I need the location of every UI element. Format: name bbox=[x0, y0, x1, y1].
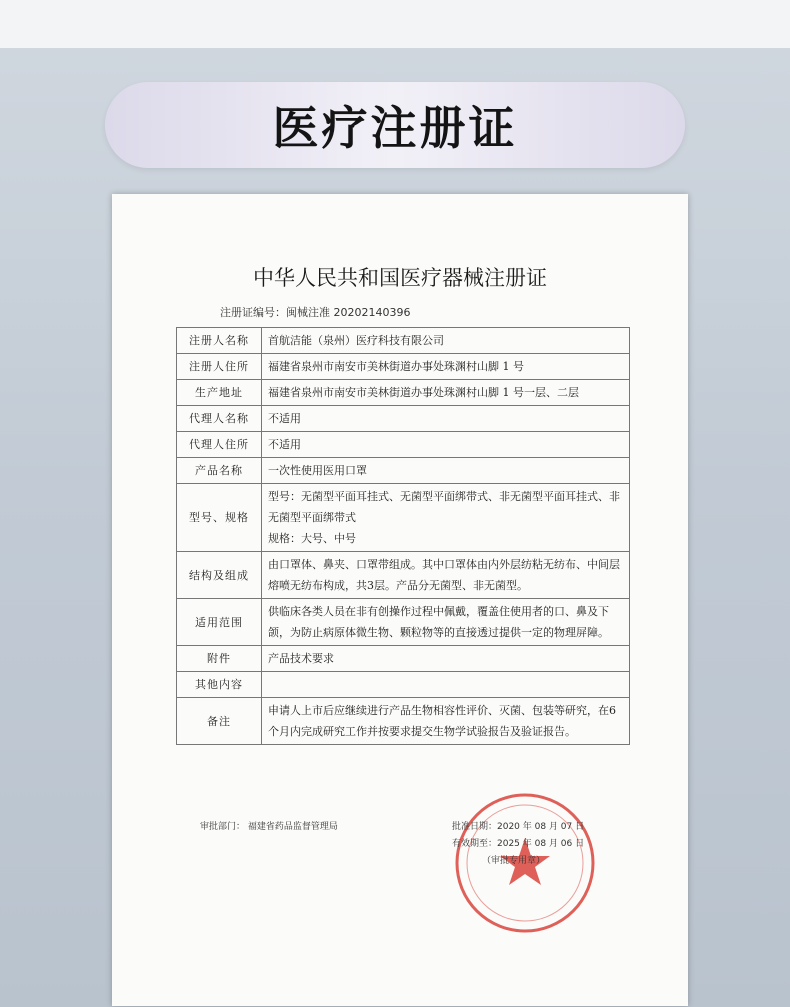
row-label: 型号、规格 bbox=[177, 484, 262, 552]
table-row bbox=[177, 698, 630, 745]
row-value: 首航洁能（泉州）医疗科技有限公司 bbox=[262, 328, 630, 354]
row-label: 适用范围 bbox=[177, 599, 262, 646]
model-text: 型号：无菌型平面耳挂式、无菌型平面绑带式、非无菌型平面耳挂式、非无菌型平面绑带式 bbox=[268, 490, 620, 524]
table-row bbox=[177, 432, 630, 458]
table-row bbox=[177, 672, 630, 698]
certificate-table bbox=[176, 327, 630, 745]
table-row bbox=[177, 646, 630, 672]
table-row bbox=[177, 380, 630, 406]
row-value bbox=[262, 672, 630, 698]
row-label: 产品名称 bbox=[177, 458, 262, 484]
row-label: 备注 bbox=[177, 698, 262, 745]
title-banner bbox=[105, 82, 685, 168]
row-label: 代理人住所 bbox=[177, 432, 262, 458]
row-label: 注册人住所 bbox=[177, 354, 262, 380]
table-row bbox=[177, 484, 630, 552]
row-value: 福建省泉州市南安市美林街道办事处珠渊村山脚 1 号 bbox=[262, 354, 630, 380]
row-value: 一次性使用医用口罩 bbox=[262, 458, 630, 484]
table-row bbox=[177, 354, 630, 380]
table-row bbox=[177, 552, 630, 599]
table-row bbox=[177, 406, 630, 432]
row-value: 申请人上市后应继续进行产品生物相容性评价、灭菌、包装等研究，在6个月内完成研究工作并按要求提交生物学试验报告及验证报告。 bbox=[262, 698, 630, 745]
table-row bbox=[177, 328, 630, 354]
row-label: 其他内容 bbox=[177, 672, 262, 698]
dates-block bbox=[452, 819, 584, 870]
table-row bbox=[177, 458, 630, 484]
row-value: 产品技术要求 bbox=[262, 646, 630, 672]
registration-number: 注册证编号：闽械注准 20202140396 bbox=[220, 306, 411, 319]
valid-until: 有效期至：2025 年 08 月 06 日 bbox=[452, 839, 585, 849]
spec-text: 规格：大号、中号 bbox=[268, 532, 356, 545]
row-value: 福建省泉州市南安市美林街道办事处珠渊村山脚 1 号一层、二层 bbox=[262, 380, 630, 406]
row-label: 结构及组成 bbox=[177, 552, 262, 599]
row-value: 供临床各类人员在非有创操作过程中佩戴，覆盖住使用者的口、鼻及下颌，为防止病原体微生物、颗粒物等的直接透过提供一定的物理屏障。 bbox=[262, 599, 630, 646]
row-value: 不适用 bbox=[262, 406, 630, 432]
certificate-document bbox=[112, 194, 688, 1006]
banner-title: 医疗注册证 bbox=[272, 101, 518, 155]
approval-department: 审批部门： 福建省药品监督管理局 bbox=[200, 822, 338, 832]
row-value: 不适用 bbox=[262, 432, 630, 458]
row-label: 生产地址 bbox=[177, 380, 262, 406]
row-value bbox=[262, 484, 630, 552]
row-value: 由口罩体、鼻夹、口罩带组成。其中口罩体由内外层纺粘无纺布、中间层熔喷无纺布构成，共3层。产品分无菌型、非无菌型。 bbox=[262, 552, 630, 599]
certificate-title: 中华人民共和国医疗器械注册证 bbox=[253, 266, 547, 290]
approval-date: 批准日期：2020 年 08 月 07 日 bbox=[452, 822, 585, 832]
seal-note: （审批专用章） bbox=[482, 856, 546, 866]
table-row bbox=[177, 599, 630, 646]
row-label: 注册人名称 bbox=[177, 328, 262, 354]
row-label: 附件 bbox=[177, 646, 262, 672]
row-label: 代理人名称 bbox=[177, 406, 262, 432]
